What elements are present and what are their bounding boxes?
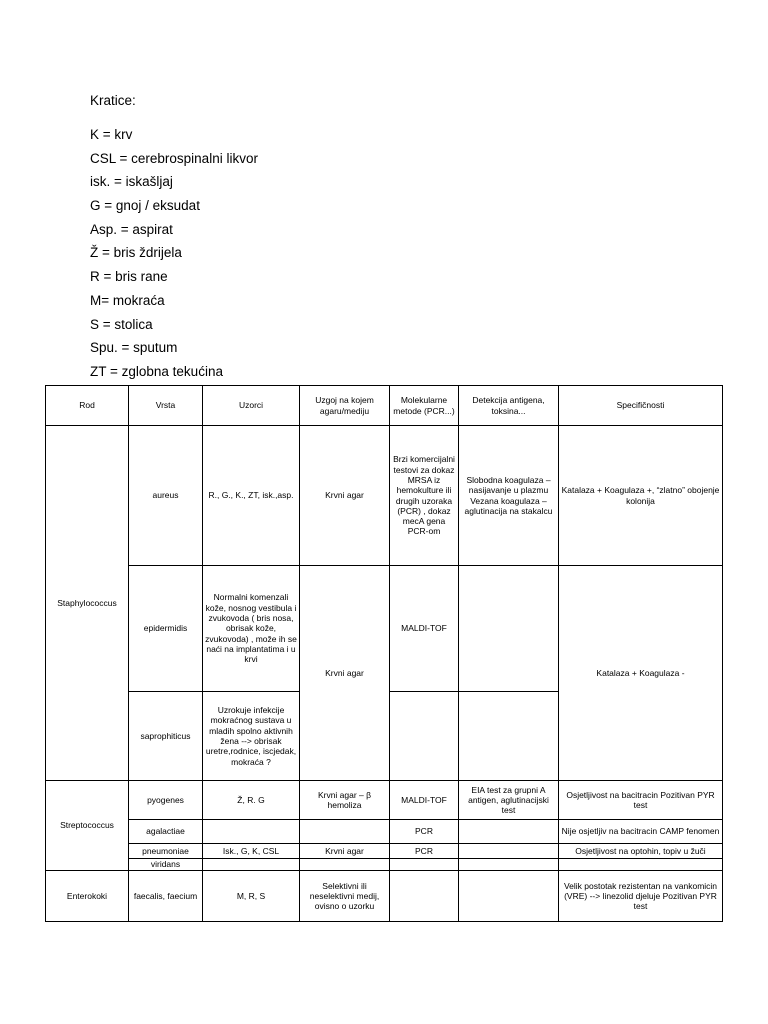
header-rod: Rod	[46, 386, 129, 426]
cell-vrsta-saprophiticus: saprophiticus	[129, 692, 203, 781]
abbreviations-title: Kratice:	[90, 93, 136, 108]
table-row-viridans	[46, 859, 723, 871]
abbreviation-item: ZT = zglobna tekućina	[90, 363, 223, 379]
cell-rod-staphylococcus: Staphylococcus	[46, 426, 129, 781]
cell-specificnosti-pyogenes: Osjetljivost na bacitracin Pozitivan PYR test	[559, 781, 723, 820]
cell-molekularne-viridans	[390, 859, 459, 871]
abbreviation-item: M= mokraća	[90, 292, 165, 308]
cell-molekularne-enterokoki	[390, 871, 459, 922]
cell-uzorci-epidermidis: Normalni komenzali kože, nosnog vestibula i zvukovoda ( bris nosa, obrisak kože, zvukovoda) , može ih se naći na implantatima i u krvi	[203, 566, 300, 692]
cell-uzorci-aureus: R., G., K., ZT, isk.,asp.	[203, 426, 300, 566]
header-detekcija: Detekcija antigena, toksina...	[459, 386, 559, 426]
cell-molekularne-agalactiae: PCR	[390, 820, 459, 844]
cell-uzorci-pyogenes: Ž, R. G	[203, 781, 300, 820]
abbreviation-item: isk. = iskašljaj	[90, 174, 173, 190]
cell-vrsta-agalactiae: agalactiae	[129, 820, 203, 844]
cell-uzorci-agalactiae	[203, 820, 300, 844]
table-header-row	[46, 386, 723, 426]
cell-vrsta-pneumoniae: pneumoniae	[129, 844, 203, 859]
cell-uzgoj-aureus: Krvni agar	[300, 426, 390, 566]
table-row-enterokoki	[46, 871, 723, 922]
cell-vrsta-enterokoki: faecalis, faecium	[129, 871, 203, 922]
abbreviation-item: Asp. = aspirat	[90, 221, 173, 237]
cell-detekcija-agalactiae	[459, 820, 559, 844]
cell-specificnosti-enterokoki: Velik postotak rezistentan na vankomicin (VRE) --> linezolid djeluje Pozitivan PYR test	[559, 871, 723, 922]
cell-specificnosti-epidermidis-saprophiticus: Katalaza + Koagulaza -	[559, 566, 723, 781]
cell-rod-enterokoki: Enterokoki	[46, 871, 129, 922]
header-vrsta: Vrsta	[129, 386, 203, 426]
cell-detekcija-pneumoniae	[459, 844, 559, 859]
cell-molekularne-saprophiticus	[390, 692, 459, 781]
abbreviations-list	[90, 123, 258, 384]
abbreviation-item: R = bris rane	[90, 269, 168, 285]
cell-specificnosti-aureus: Katalaza + Koagulaza +, “zlatno” obojenje kolonija	[559, 426, 723, 566]
cell-uzorci-viridans	[203, 859, 300, 871]
cell-specificnosti-agalactiae: Nije osjetljiv na bacitracin CAMP fenomen	[559, 820, 723, 844]
abbreviation-item: G = gnoj / eksudat	[90, 198, 200, 214]
cell-vrsta-viridans: viridans	[129, 859, 203, 871]
cell-detekcija-aureus: Slobodna koagulaza – nasijavanje u plazmu Vezana koagulaza – aglutinacija na stakalcu	[459, 426, 559, 566]
cell-molekularne-pyogenes: MALDI-TOF	[390, 781, 459, 820]
table-row-aureus	[46, 426, 723, 566]
table-row-agalactiae	[46, 820, 723, 844]
cell-uzgoj-viridans	[300, 859, 390, 871]
header-specificnosti: Specifičnosti	[559, 386, 723, 426]
cell-molekularne-epidermidis: MALDI-TOF	[390, 566, 459, 692]
cell-detekcija-saprophiticus	[459, 692, 559, 781]
header-uzorci: Uzorci	[203, 386, 300, 426]
cell-specificnosti-viridans	[559, 859, 723, 871]
cell-specificnosti-pneumoniae: Osjetljivost na optohin, topiv u žuči	[559, 844, 723, 859]
cell-uzorci-enterokoki: M, R, S	[203, 871, 300, 922]
abbreviation-item: K = krv	[90, 127, 133, 142]
header-uzgoj: Uzgoj na kojem agaru/mediju	[300, 386, 390, 426]
cell-molekularne-pneumoniae: PCR	[390, 844, 459, 859]
cell-uzgoj-enterokoki: Selektivni ili neselektivni medij, ovisno o uzorku	[300, 871, 390, 922]
cell-uzgoj-pyogenes: Krvni agar – β hemoliza	[300, 781, 390, 820]
abbreviation-item: S = stolica	[90, 316, 153, 332]
cell-vrsta-epidermidis: epidermidis	[129, 566, 203, 692]
abbreviation-item: Ž = bris ždrijela	[90, 245, 182, 261]
cell-detekcija-enterokoki	[459, 871, 559, 922]
table-row-pyogenes	[46, 781, 723, 820]
cell-uzgoj-epidermidis-saprophiticus: Krvni agar	[300, 566, 390, 781]
cell-vrsta-aureus: aureus	[129, 426, 203, 566]
cell-uzorci-saprophiticus: Uzrokuje infekcije mokraćnog sustava u mladih spolno aktivnih žena --> obrisak uretre,rodnice, iscjedak, mokraća ?	[203, 692, 300, 781]
abbreviation-item: CSL = cerebrospinalni likvor	[90, 150, 258, 166]
cell-uzgoj-pneumoniae: Krvni agar	[300, 844, 390, 859]
cell-uzgoj-agalactiae	[300, 820, 390, 844]
cell-rod-streptococcus: Streptococcus	[46, 781, 129, 871]
header-molekularne: Molekularne metode (PCR...)	[390, 386, 459, 426]
cell-detekcija-pyogenes: EIA test za grupni A antigen, aglutinacijski test	[459, 781, 559, 820]
table-row-epidermidis	[46, 566, 723, 692]
table-row-pneumoniae	[46, 844, 723, 859]
cell-detekcija-epidermidis	[459, 566, 559, 692]
cell-vrsta-pyogenes: pyogenes	[129, 781, 203, 820]
cell-uzorci-pneumoniae: Isk., G, K, CSL	[203, 844, 300, 859]
bacteria-table	[45, 385, 723, 922]
abbreviations-section	[90, 92, 258, 384]
cell-molekularne-aureus: Brzi komercijalni testovi za dokaz MRSA iz hemokulture ili drugih uzoraka (PCR) , dokaz mecA gena PCR-om	[390, 426, 459, 566]
abbreviation-item: Spu. = sputum	[90, 340, 178, 356]
cell-detekcija-viridans	[459, 859, 559, 871]
